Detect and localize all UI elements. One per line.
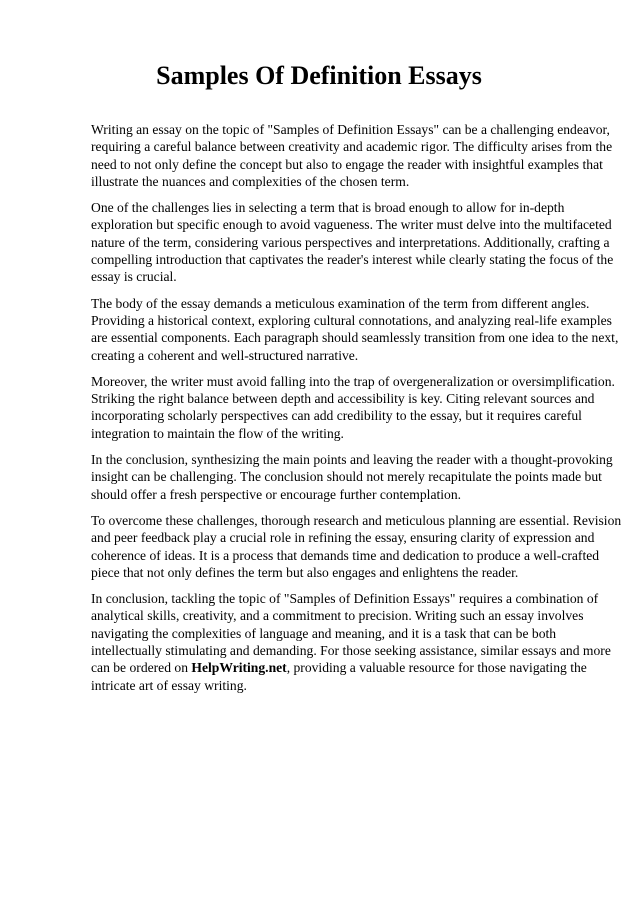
text-line: essay is crucial.	[91, 269, 177, 285]
text-line: One of the challenges lies in selecting a term that is broad enough to allow for in-depth	[91, 200, 565, 216]
text-line: In conclusion, tackling the topic of "Samples of Definition Essays" requires a combination of	[91, 591, 599, 607]
text-line: coherence of ideas. It is a process that demands time and dedication to produce a well-crafted	[91, 547, 600, 563]
text-line: analytical skills, creativity, and a commitment to precision. Writing such an essay involves	[91, 608, 584, 624]
text-line: Writing an essay on the topic of "Samples of Definition Essays" can be a challenging endeavor,	[91, 122, 610, 137]
page-title: Samples Of Definition Essays	[156, 61, 482, 90]
paragraph-7	[91, 590, 611, 694]
essay-body	[91, 121, 622, 703]
paragraph-2	[91, 199, 614, 285]
text-line: In the conclusion, synthesizing the main points and leaving the reader with a thought-provoking	[91, 452, 613, 468]
text-line: need to not only define the concept but also to engage the reader with insightful examples that	[91, 156, 603, 172]
text-line: To overcome these challenges, thorough research and meticulous planning are essential. Revision	[91, 512, 622, 528]
paragraph-4	[91, 373, 615, 442]
text-line: The body of the essay demands a meticulous examination of the term from different angles.	[91, 295, 590, 311]
text-line: compelling introduction that captivates the reader's interest while clearly stating the focus of the	[91, 252, 614, 268]
text-line: intricate art of essay writing.	[91, 677, 247, 693]
text-line: Providing a historical context, exploring cultural connotations, and analyzing real-life examples	[91, 312, 612, 328]
text-line: exploration but specific enough to avoid vagueness. The writer must delve into the multifaceted	[91, 217, 612, 233]
helpwriting-link[interactable]: HelpWriting.net	[191, 660, 287, 676]
text-line: intellectually stimulating and demanding. For those seeking assistance, similar essays and more	[91, 643, 611, 659]
paragraph-3	[91, 295, 619, 364]
link-trail-text: , providing a valuable resource for those navigating the	[286, 660, 587, 676]
text-line: nature of the term, considering various perspectives and interpretations. Additionally, crafting a	[91, 234, 610, 250]
text-line: integration to maintain the flow of the writing.	[91, 425, 344, 441]
text-line: incorporating scholarly perspectives can add credibility to the essay, but it requires careful	[91, 408, 582, 424]
text-line: illustrate the nuances and complexities of the chosen term.	[91, 173, 410, 189]
paragraph-6	[91, 512, 622, 581]
text-line: Striking the right balance between depth and accessibility is key. Citing relevant sources and	[91, 391, 595, 407]
link-lead-text: can be ordered on	[91, 660, 192, 676]
text-line: are essential components. Each paragraph should seamlessly transition from one idea to the next,	[91, 330, 619, 346]
text-line: requiring a careful balance between creativity and academic rigor. The difficulty arises from the	[91, 139, 613, 155]
text-line: creating a coherent and well-structured narrative.	[91, 347, 359, 363]
paragraph-1	[91, 121, 613, 190]
text-line: should offer a fresh perspective or encourage further contemplation.	[91, 486, 462, 502]
text-line: and peer feedback play a crucial role in refining the essay, ensuring clarity of expression and	[91, 530, 595, 546]
text-line: insight can be challenging. The conclusion should not merely recapitulate the points made but	[91, 469, 602, 485]
paragraph-5	[91, 451, 613, 503]
text-line: piece that not only defines the term but also engages and enlightens the reader.	[91, 564, 519, 580]
text-line: navigating the complexities of language and meaning, and it is a task that can be both	[91, 625, 557, 641]
text-line: Moreover, the writer must avoid falling into the trap of overgeneralization or oversimplification.	[91, 373, 615, 389]
text-line-with-link	[91, 659, 599, 676]
